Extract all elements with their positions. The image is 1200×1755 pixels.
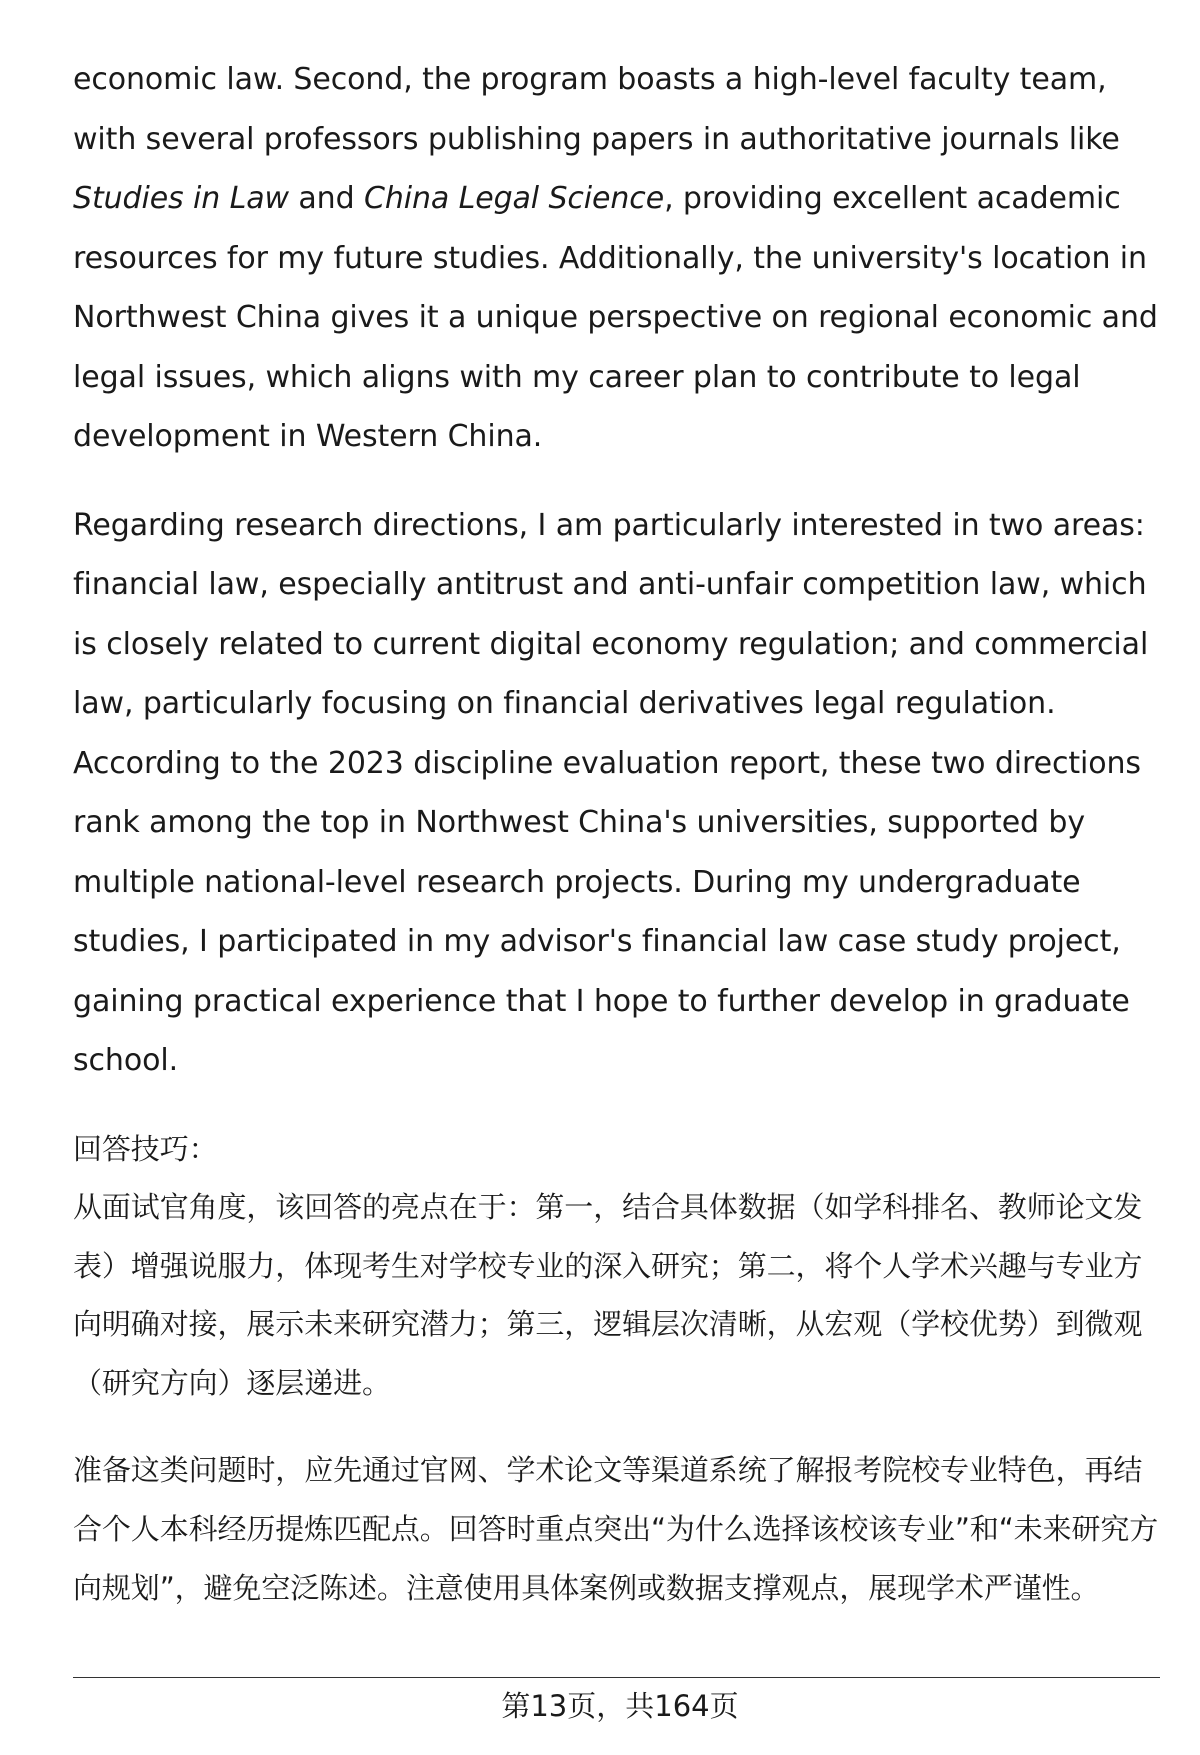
page-number: 第13页，共164页 <box>501 1689 739 1723</box>
journal-title: Studies in Law <box>73 181 289 216</box>
footer-divider <box>73 1677 1160 1678</box>
paragraph-text: economic law. Second, the program boasts a high-level faculty team, with several professors publishing papers in authoritative journals like <box>73 62 1120 157</box>
paragraph-text: and <box>288 181 364 216</box>
paragraph-university-advantages <box>73 50 1163 467</box>
tips-heading: 回答技巧： <box>73 1131 218 1166</box>
paragraph-text: , providing excellent academic resources for my future studies. Additionally, the university's location in Northwest China gives it a unique perspective on regional economic and legal issues, which aligns with my career plan to contribute to legal development in Western China. <box>73 181 1158 454</box>
tips-paragraph-preparation: 准备这类问题时，应先通过官网、学术论文等渠道系统了解报考院校专业特色，再结合个人本科经历提炼匹配点。回答时重点突出“为什么选择该校该专业”和“未来研究方向规划”，避免空泛陈述。注意使用具体案例或数据支撑观点，展现学术严谨性。 <box>73 1453 1159 1605</box>
tips-paragraph-highlights: 从面试官角度，该回答的亮点在于：第一，结合具体数据（如学科排名、教师论文发表）增强说服力，体现考生对学校专业的深入研究；第二，将个人学术兴趣与专业方向明确对接，展示未来研究潜力；第三，逻辑层次清晰，从宏观（学校优势）到微观（研究方向）逐层递进。 <box>73 1190 1143 1400</box>
document-body <box>73 50 1163 1617</box>
paragraph-research-directions: Regarding research directions, I am particularly interested in two areas: financial law, especially antitrust and anti-unfair competition law, which is closely related to current digital economy regulation; and commercial law, particularly focusing on financial derivatives legal regulation. According to the 2023 discipline evaluation report, these two directions rank among the top in Northwest China's universities, supported by multiple national-level research projects. During my undergraduate studies, I participated in my advisor's financial law case study project, gaining practical experience that I hope to further develop in graduate school. <box>73 507 1149 1078</box>
journal-title: China Legal Science <box>363 181 665 216</box>
